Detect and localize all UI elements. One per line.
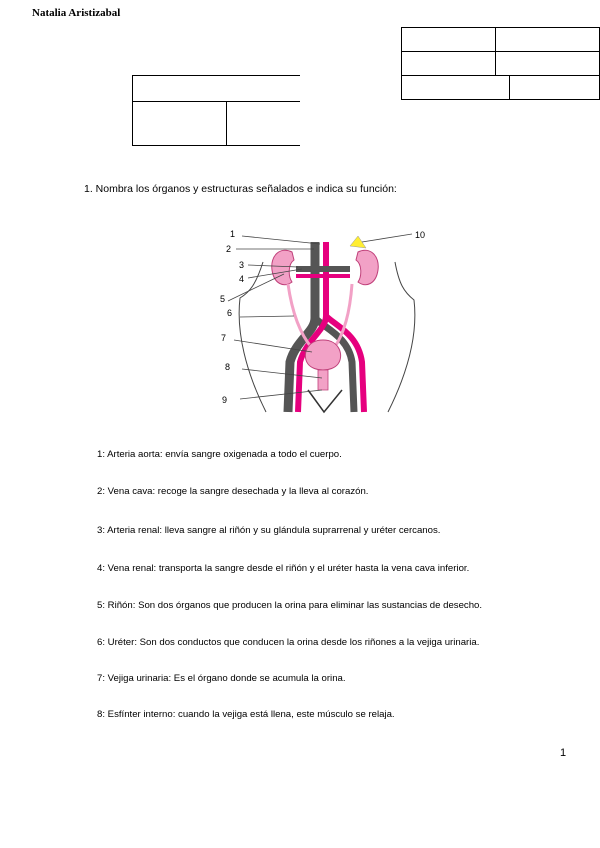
header-cell bbox=[496, 52, 600, 76]
header-box-right bbox=[401, 27, 600, 100]
answer-item: 3: Arteria renal: lleva sangre al riñón y su glándula suprarrenal y uréter cercanos. bbox=[97, 525, 441, 536]
diagram-label-7: 7 bbox=[221, 333, 227, 343]
answer-item: 5: Riñón: Son dos órganos que producen la orina para eliminar las sustancias de desecho. bbox=[97, 600, 483, 611]
header-cell bbox=[133, 76, 301, 102]
header-cell bbox=[496, 28, 600, 52]
diagram-label-4: 4 bbox=[239, 274, 245, 284]
author-name: Natalia Aristizabal bbox=[32, 7, 121, 19]
header-cell-divider bbox=[509, 76, 510, 99]
renal-artery bbox=[296, 274, 350, 278]
diagram-label-3: 3 bbox=[239, 260, 245, 270]
diagram-label-9: 9 bbox=[222, 395, 228, 405]
answer-item: 6: Uréter: Son dos conductos que conducen la orina desde los riñones a la vejiga urinaria. bbox=[97, 637, 480, 648]
renal-vein bbox=[296, 266, 350, 272]
answer-item: 4: Vena renal: transporta la sangre desde el riñón y el uréter hasta la vena cava inferior. bbox=[97, 563, 470, 574]
header-cell bbox=[402, 28, 496, 52]
answer-item: 1: Arteria aorta: envía sangre oxigenada a todo el cuerpo. bbox=[97, 449, 342, 460]
body-outline bbox=[388, 262, 415, 412]
urinary-system-diagram bbox=[210, 222, 440, 414]
diagram-label-5: 5 bbox=[220, 294, 226, 304]
diagram-label-6: 6 bbox=[227, 308, 233, 318]
diagram-label-10: 10 bbox=[415, 230, 426, 240]
header-cell bbox=[402, 76, 600, 100]
header-cell bbox=[133, 102, 227, 146]
bladder bbox=[305, 340, 340, 370]
header-cell bbox=[227, 102, 301, 146]
header-cell bbox=[402, 52, 496, 76]
kidney-left bbox=[272, 250, 294, 284]
page-number: 1 bbox=[560, 747, 567, 759]
header-box-left bbox=[132, 75, 300, 146]
diagram-label-1: 1 bbox=[230, 229, 236, 239]
answer-item: 7: Vejiga urinaria: Es el órgano donde se acumula la orina. bbox=[97, 673, 346, 684]
diagram-label-8: 8 bbox=[225, 362, 231, 372]
urethra bbox=[318, 370, 328, 390]
kidney-right bbox=[356, 250, 378, 284]
body-outline bbox=[308, 390, 342, 412]
diagram-label-2: 2 bbox=[226, 244, 232, 254]
question-heading: 1. Nombra los órganos y estructuras señalados e indica su función: bbox=[84, 183, 397, 195]
answer-item: 2: Vena cava: recoge la sangre desechada y la lleva al corazón. bbox=[97, 486, 369, 497]
answer-item: 8: Esfínter interno: cuando la vejiga está llena, este músculo se relaja. bbox=[97, 709, 395, 720]
